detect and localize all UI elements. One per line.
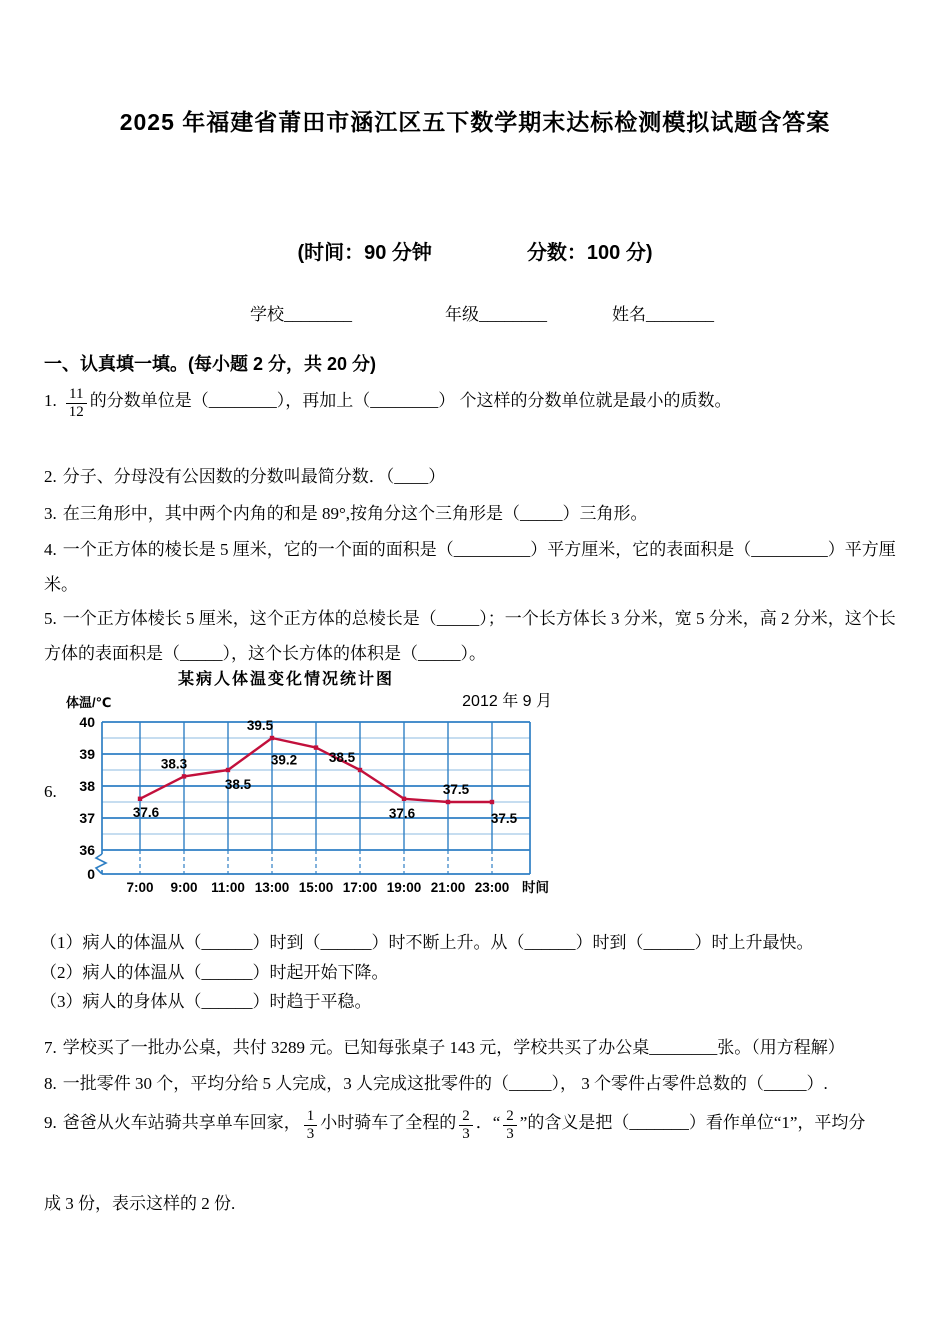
question-8-text: 一批零件 30 个，平均分给 5 人完成，3 人完成这批零件的（_____）， 3 个零件占零件总数的（_____）. [62, 1074, 828, 1093]
question-3 [44, 496, 912, 531]
fraction-numerator: 1 [304, 1108, 318, 1126]
question-6-sub-3: （3）病人的身体从（______）时趋于平稳。 [40, 992, 372, 1011]
question-5-text: 一个正方体棱长 5 厘米，这个正方体的总棱长是（_____）；一个长方体长 3 分米，宽 5 分米，高 2 分米，这个长方体的表面积是（_____），这个长方体的体积是（_____）。 [44, 609, 896, 663]
question-2-text: 分子、分母没有公因数的分数叫最简分数．（____） [62, 467, 446, 486]
grade-field: 年级________ [445, 305, 547, 324]
question-8 [44, 1066, 912, 1101]
question-5 [44, 601, 912, 671]
question-9-text-1: 爸爸从火车站骑共享单车回家， [62, 1113, 301, 1132]
question-9-number: 9. [44, 1113, 57, 1132]
question-4 [44, 532, 912, 602]
fraction-2-3 [459, 1108, 473, 1144]
svg-text:40: 40 [79, 714, 95, 730]
svg-text:37.5: 37.5 [490, 811, 518, 826]
question-1-number: 1. [44, 391, 57, 410]
fraction-2-3-quoted [503, 1108, 517, 1144]
chart-date-note: 2012 年 9 月 [462, 693, 552, 710]
fraction-numerator: 2 [459, 1108, 473, 1126]
svg-text:39: 39 [79, 746, 95, 762]
question-6-number: 6. [44, 782, 57, 801]
question-3-number: 3. [44, 504, 57, 523]
svg-text:39.5: 39.5 [246, 718, 274, 733]
fraction-denominator: 3 [462, 1126, 470, 1142]
time-limit-label: (时间：90 分钟 [297, 242, 432, 264]
question-5-number: 5. [44, 609, 57, 628]
svg-text:17:00: 17:00 [342, 880, 378, 895]
fraction-denominator: 3 [506, 1126, 514, 1142]
svg-text:19:00: 19:00 [386, 880, 422, 895]
fraction-11-12 [66, 386, 87, 422]
name-field: 姓名________ [612, 305, 714, 324]
svg-text:38.5: 38.5 [328, 750, 356, 765]
chart-title: 某病人体温变化情况统计图 [177, 671, 394, 688]
svg-text:21:00: 21:00 [430, 880, 466, 895]
fraction-numerator: 11 [66, 386, 87, 404]
question-6-sub-1: （1）病人的体温从（______）时到（______）时不断上升。从（______）时到（______）时上升最快。 [40, 933, 814, 952]
chart-y-axis-label: 体温/℃ [66, 695, 112, 710]
fraction-denominator: 12 [68, 404, 84, 420]
svg-text:37.6: 37.6 [388, 805, 416, 821]
svg-text:7:00: 7:00 [126, 880, 154, 895]
svg-text:13:00: 13:00 [254, 880, 290, 895]
svg-text:37.5: 37.5 [442, 782, 470, 797]
question-2-number: 2. [44, 467, 57, 486]
temperature-chart-block [66, 664, 556, 906]
svg-text:15:00: 15:00 [298, 880, 334, 895]
question-9-text-2: 小时骑车了全程的 [320, 1113, 457, 1132]
question-8-number: 8. [44, 1074, 57, 1093]
fraction-denominator: 3 [306, 1126, 315, 1142]
question-7 [44, 1030, 912, 1065]
svg-text:0: 0 [87, 866, 95, 882]
question-1 [44, 383, 912, 421]
question-2 [44, 459, 912, 494]
question-9-line-2: 成 3 份，表示这样的 2 份. [44, 1194, 236, 1213]
svg-text:时间: 时间 [522, 880, 549, 895]
question-6-sub-2: （2）病人的体温从（______）时起开始下降。 [40, 963, 389, 982]
page-title: 2025 年福建省莆田市涵江区五下数学期末达标检测模拟试题含答案 [119, 109, 831, 135]
svg-text:38: 38 [79, 778, 95, 794]
fraction-numerator: 2 [503, 1108, 517, 1126]
svg-text:38.5: 38.5 [224, 777, 252, 792]
svg-text:38.3: 38.3 [160, 756, 188, 772]
score-label: 分数：100 分) [526, 242, 653, 264]
temperature-line-chart [72, 708, 550, 911]
fraction-1-3 [304, 1108, 318, 1144]
question-7-text: 学校买了一批办公桌，共付 3289 元。已知每张桌子 143 元，学校共买了办公桌________张。（用方程解） [62, 1038, 845, 1057]
question-4-text: 一个正方体的棱长是 5 厘米，它的一个面的面积是（_________）平方厘米，它的表面积是（_________）平方厘米。 [44, 540, 896, 594]
question-3-text: 在三角形中，其中两个内角的和是 89°,按角分这个三角形是（_____）三角形。 [62, 504, 648, 523]
question-9-text-3: ．“ [475, 1113, 501, 1132]
svg-text:23:00: 23:00 [474, 880, 510, 895]
svg-text:36: 36 [79, 842, 95, 858]
svg-text:37: 37 [79, 810, 95, 826]
svg-text:39.2: 39.2 [270, 752, 298, 768]
question-7-number: 7. [44, 1038, 57, 1057]
question-4-number: 4. [44, 540, 57, 559]
svg-text:37.6: 37.6 [132, 804, 160, 820]
question-9 [44, 1102, 912, 1144]
school-field: 学校________ [250, 305, 352, 324]
section-one-heading: 一、认真填一填。(每小题 2 分，共 20 分) [44, 354, 377, 374]
svg-text:9:00: 9:00 [170, 880, 198, 895]
question-9-text-4: ”的含义是把（_______）看作单位“1”，平均分 [519, 1113, 866, 1132]
question-1-text: 的分数单位是（________），再加上（________） 个这样的分数单位就是最小的质数。 [89, 391, 732, 410]
svg-text:11:00: 11:00 [211, 880, 245, 895]
exam-meta-line [0, 236, 950, 265]
